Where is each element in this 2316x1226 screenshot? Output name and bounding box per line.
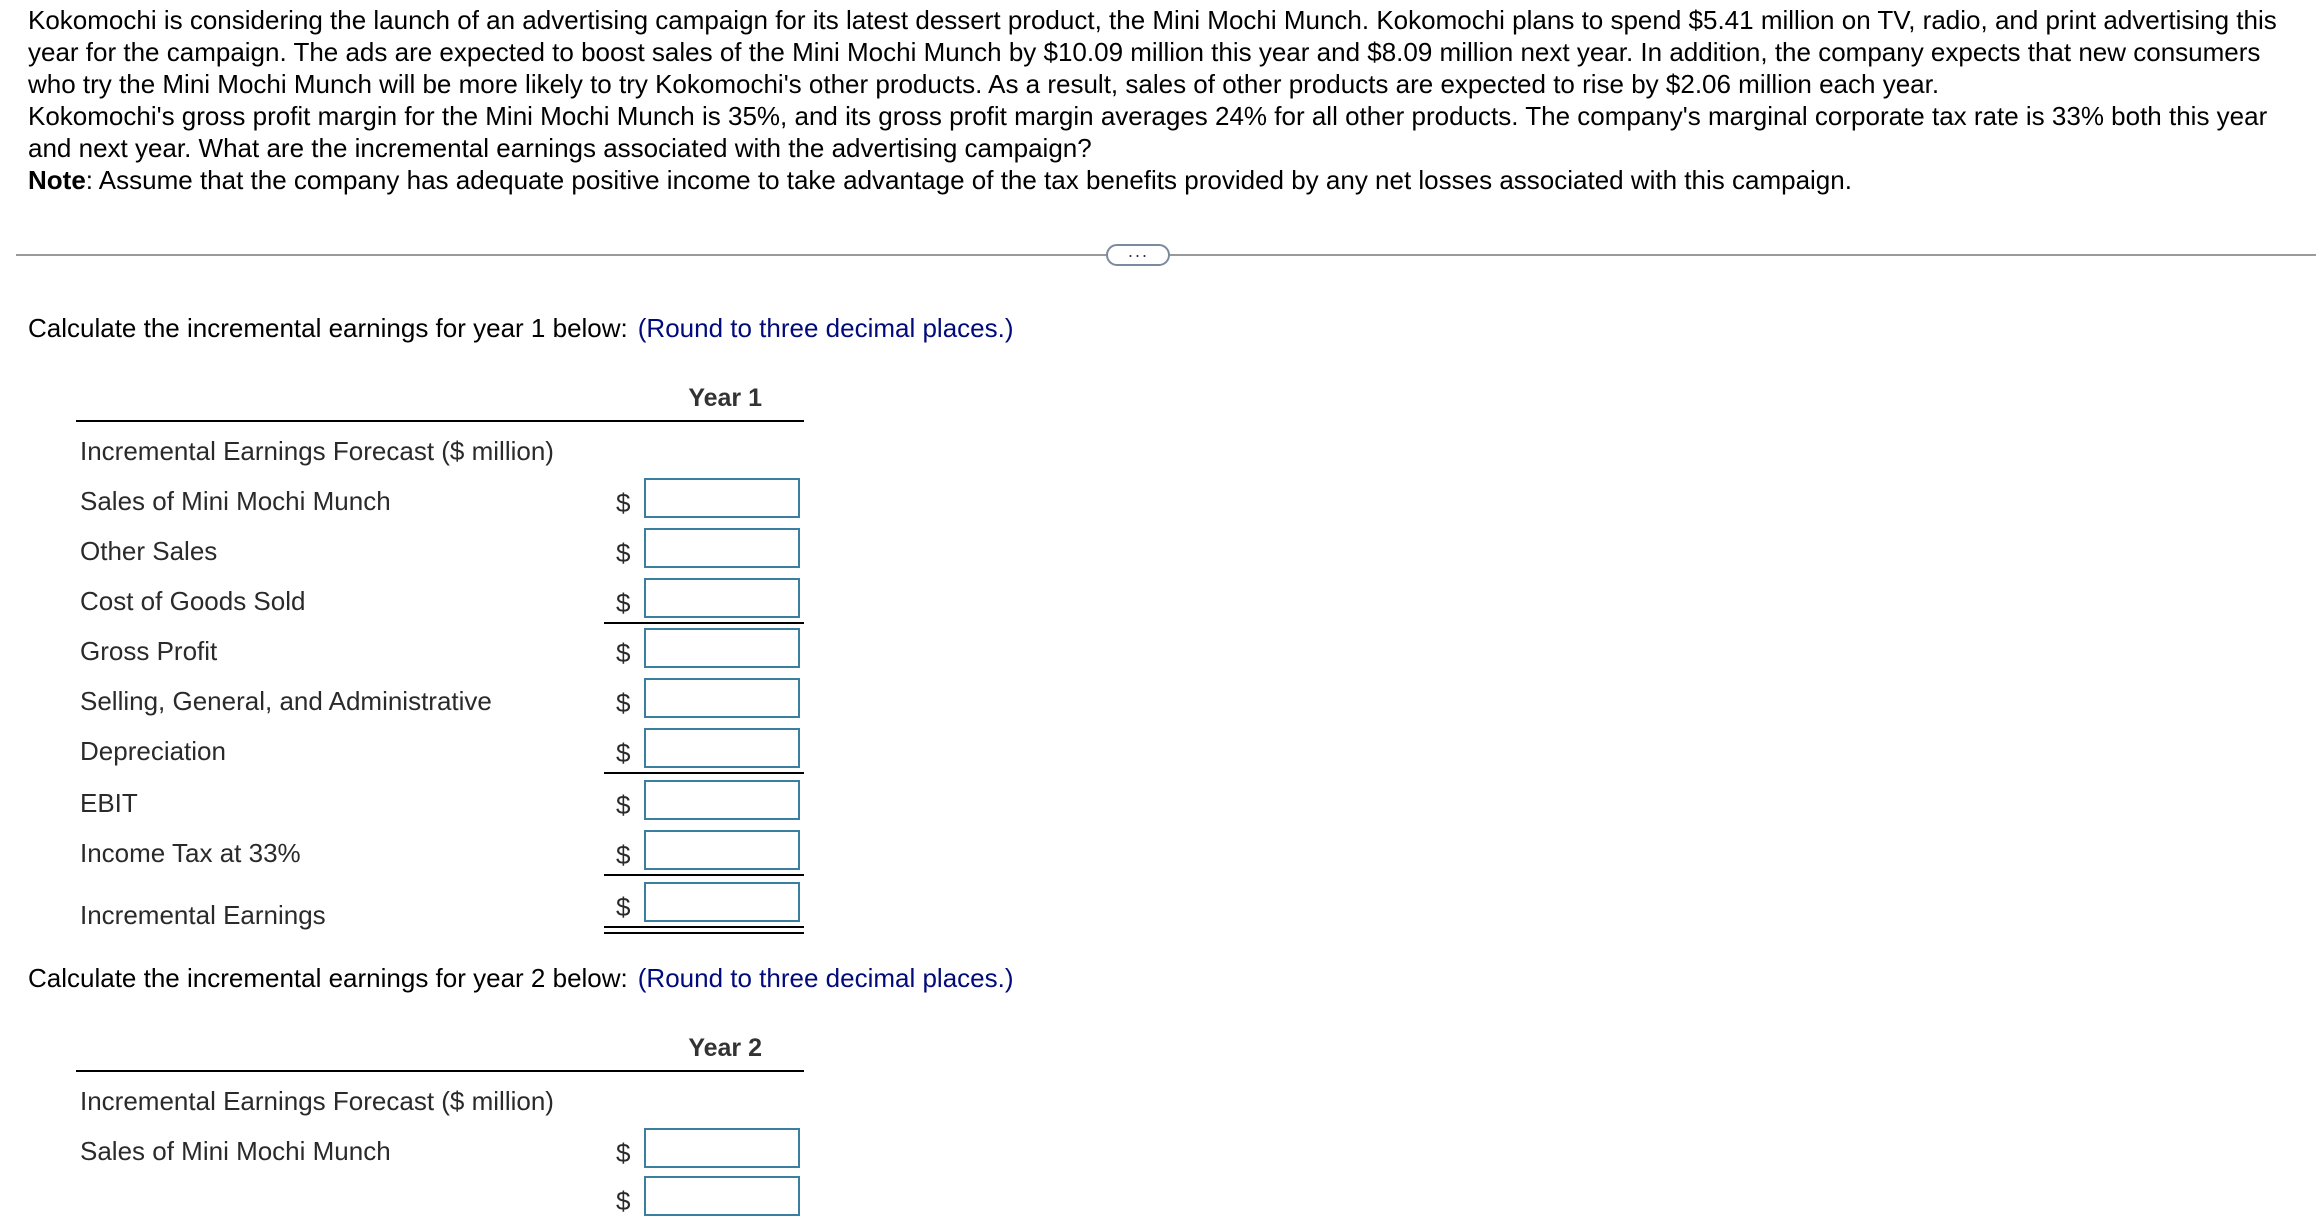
year1-rounding-hint: (Round to three decimal places.) <box>637 313 1014 343</box>
problem-note <box>28 164 2298 196</box>
year1-income-tax-input[interactable] <box>644 830 800 870</box>
year1-gross-profit-input[interactable] <box>644 628 800 668</box>
currency-symbol: $ <box>616 840 631 870</box>
year1-table-caption: Incremental Earnings Forecast ($ million) <box>80 436 554 466</box>
year1-incremental-earnings-input[interactable] <box>644 882 800 922</box>
year2-other-sales-input[interactable] <box>644 1176 800 1216</box>
year1-instruction <box>28 312 1014 344</box>
year2-header-rule <box>76 1070 804 1072</box>
currency-symbol: $ <box>616 488 631 518</box>
row-label: Depreciation <box>80 736 226 766</box>
year1-row-sales <box>76 478 806 528</box>
year2-instruction-text: Calculate the incremental earnings for year 2 below: <box>28 963 628 993</box>
currency-symbol: $ <box>616 638 631 668</box>
currency-symbol: $ <box>616 538 631 568</box>
year2-column-header: Year 2 <box>688 1034 762 1062</box>
row-label: Selling, General, and Administrative <box>80 686 492 716</box>
problem-paragraph-2: Kokomochi's gross profit margin for the Mini Mochi Munch is 35%, and its gross profit margin averages 24% for all other products. The company's marginal corporate tax rate is 33% both this year and next year. What are the incremental earnings associated with the advertising campaign? <box>28 101 2268 163</box>
subtotal-rule <box>604 772 804 774</box>
currency-symbol: $ <box>616 738 631 768</box>
row-label: Income Tax at 33% <box>80 838 301 868</box>
year2-row-other-sales <box>76 1176 806 1226</box>
note-label: Note <box>28 165 86 195</box>
expand-more-button[interactable]: ··· <box>1106 244 1170 266</box>
total-double-rule-bottom <box>604 932 804 934</box>
problem-statement <box>28 4 2298 196</box>
currency-symbol: $ <box>616 688 631 718</box>
year1-row-ebit <box>76 780 806 830</box>
currency-symbol: $ <box>616 1138 631 1168</box>
total-double-rule-top <box>604 926 804 928</box>
row-label: Sales of Mini Mochi Munch <box>80 1136 391 1166</box>
currency-symbol: $ <box>616 588 631 618</box>
year1-row-depreciation <box>76 728 806 778</box>
row-label: Incremental Earnings <box>80 900 326 930</box>
row-label: Cost of Goods Sold <box>80 586 306 616</box>
year1-row-sga <box>76 678 806 728</box>
year1-row-income-tax <box>76 830 806 880</box>
year1-row-gross-profit <box>76 628 806 678</box>
year1-ebit-input[interactable] <box>644 780 800 820</box>
subtotal-rule <box>604 874 804 876</box>
year1-row-cogs <box>76 578 806 628</box>
year1-row-other-sales <box>76 528 806 578</box>
year1-row-incremental-earnings <box>76 882 806 932</box>
year1-instruction-text: Calculate the incremental earnings for year 1 below: <box>28 313 628 343</box>
problem-paragraph-1: Kokomochi is considering the launch of an advertising campaign for its latest dessert product, the Mini Mochi Munch. Kokomochi plans to spend $5.41 million on TV, radio, and print advertising this year for the campaign. The ads are expected to boost sales of the Mini Mochi Munch by $10.09 million this year and $8.09 million next year. In addition, the company expects that new consumers who try the Mini Mochi Munch will be more likely to try Kokomochi's other products. As a result, sales of other products are expected to rise by $2.06 million each year. <box>28 5 2277 99</box>
year2-rounding-hint: (Round to three decimal places.) <box>637 963 1014 993</box>
row-label: Gross Profit <box>80 636 218 666</box>
year2-row-sales <box>76 1128 806 1178</box>
year1-header-rule <box>76 420 804 422</box>
year1-column-header: Year 1 <box>688 384 762 412</box>
year2-sales-input[interactable] <box>644 1128 800 1168</box>
currency-symbol: $ <box>616 1186 631 1216</box>
year1-sales-input[interactable] <box>644 478 800 518</box>
currency-symbol: $ <box>616 790 631 820</box>
year1-other-sales-input[interactable] <box>644 528 800 568</box>
currency-symbol: $ <box>616 892 631 922</box>
year2-instruction <box>28 962 1014 994</box>
subtotal-rule <box>604 622 804 624</box>
note-text: : Assume that the company has adequate positive income to take advantage of the tax benefits provided by any net losses associated with this campaign. <box>85 165 1852 195</box>
row-label: EBIT <box>80 788 138 818</box>
year2-table-caption: Incremental Earnings Forecast ($ million) <box>80 1086 554 1116</box>
year1-sga-input[interactable] <box>644 678 800 718</box>
row-label: Other Sales <box>80 536 218 566</box>
row-label: Sales of Mini Mochi Munch <box>80 486 391 516</box>
year1-depreciation-input[interactable] <box>644 728 800 768</box>
year1-cogs-input[interactable] <box>644 578 800 618</box>
